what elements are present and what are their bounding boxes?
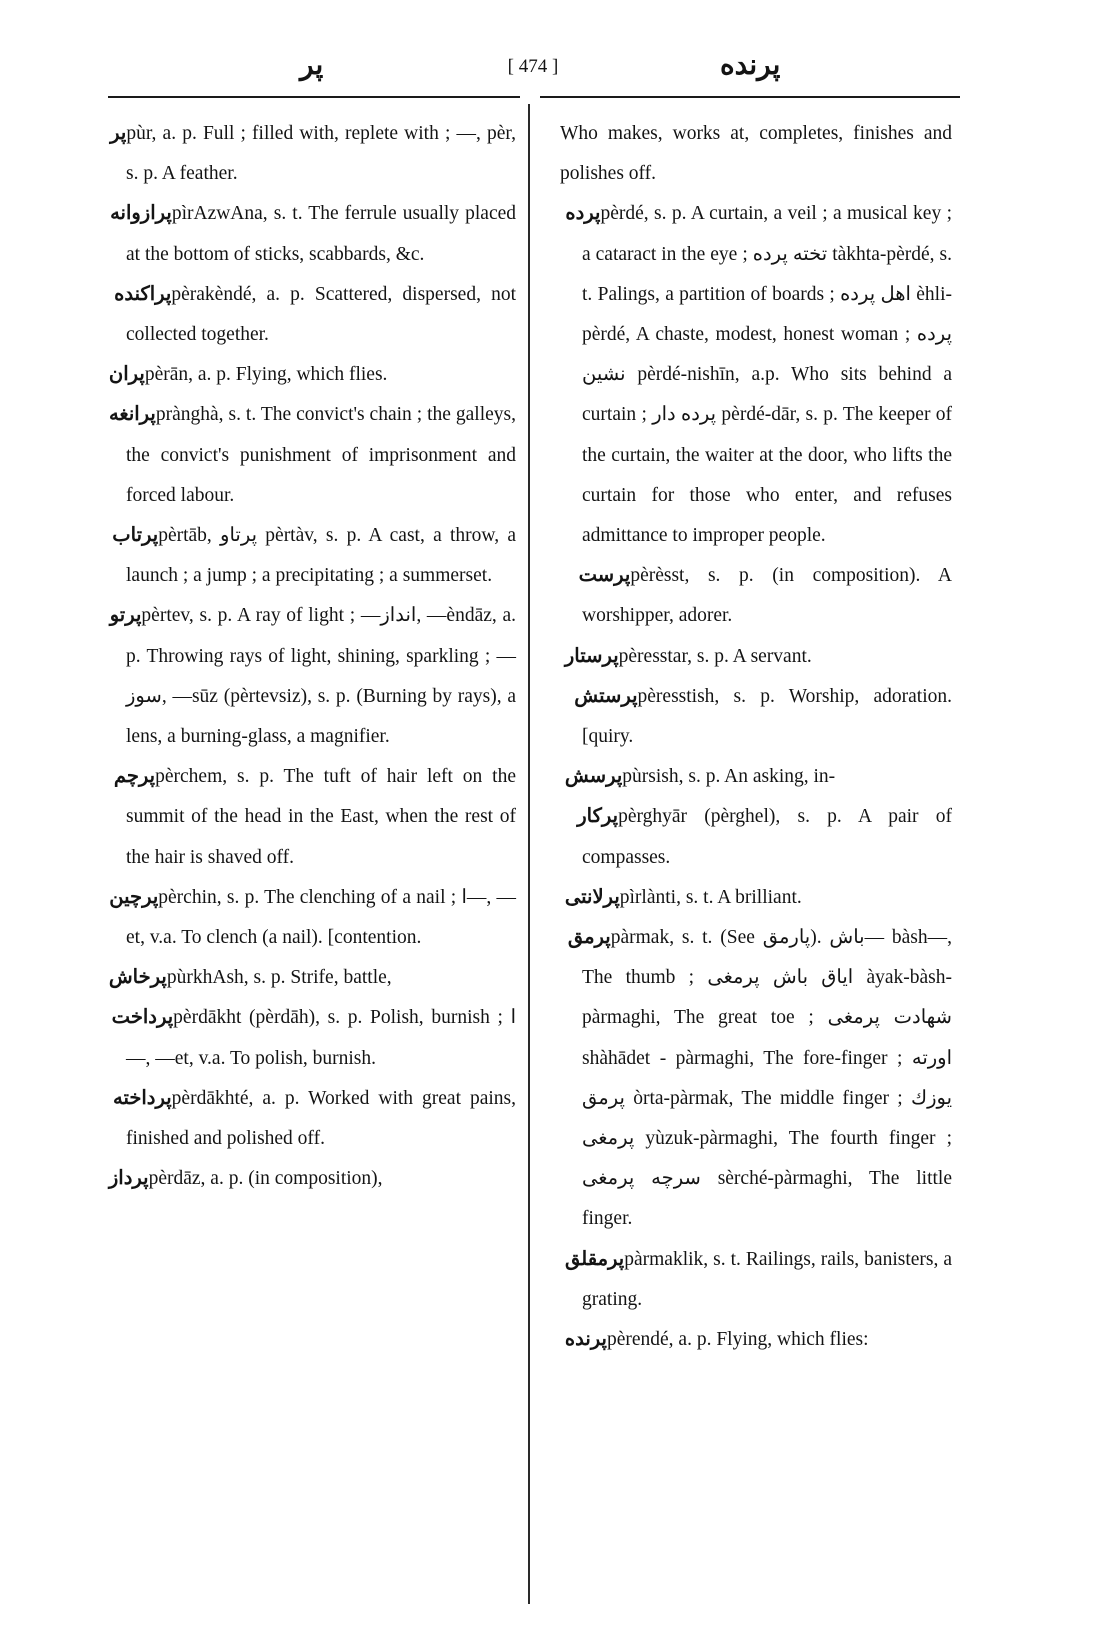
arabic-headword: پرده <box>565 203 601 225</box>
dictionary-entry <box>560 878 952 918</box>
arabic-headword: پرتاب <box>112 525 159 547</box>
dictionary-entry <box>104 114 516 194</box>
arabic-headword: پرمق <box>567 927 611 949</box>
dictionary-entry <box>560 1320 952 1360</box>
entry-text: pèresstar, s. p. A servant. <box>618 645 812 667</box>
left-column <box>104 114 516 1199</box>
arabic-headword: پرخاش <box>108 967 167 989</box>
entry-text: pàrmak, s. t. (See پارمق). باش— bàsh—, The thumb ; اياق باش پرمغى àyak-bàsh-pàrmaghi, The great toe ; شهادت پرمغى shàhādet - pàrmaghi, The fore-finger ; اورته پرمق òrta-pàrmak, The middle finger ; يوزك پرمغى yùzuk-pàrmaghi, The fourth finger ; سرچه پرمغى sèrché-pàrmaghi, The little finger. <box>582 927 953 1230</box>
arabic-headword: پرنده <box>564 1329 607 1351</box>
column-divider <box>528 104 530 1604</box>
entry-text: pùrsish, s. p. An asking, in- <box>622 766 836 788</box>
arabic-headword: پرچين <box>109 886 159 908</box>
arabic-headword: پرمقلق <box>565 1248 625 1270</box>
entry-text: pùrkhAsh, s. p. Strife, battle, <box>166 967 392 989</box>
right-column <box>560 114 952 1360</box>
arabic-headword: پرلانتى <box>564 886 620 908</box>
arabic-headword: پرداخته <box>112 1087 172 1109</box>
arabic-headword: پرسش <box>564 766 623 788</box>
header-rule-right <box>540 96 960 98</box>
dictionary-entry <box>560 797 952 877</box>
entry-text: prànghà, s. t. The convict's chain ; the galleys, the convict's punishment of imprisonment and forced labour. <box>126 404 517 506</box>
dictionary-entry <box>560 677 952 757</box>
header-left-word: پر <box>300 50 324 81</box>
entry-text: pèresstish, s. p. Worship, adoration. [quiry. <box>582 685 953 748</box>
dictionary-entry <box>104 395 516 516</box>
entry-text: pùr, a. p. Full ; filled with, replete with ; —, pèr, s. p. A feather. <box>126 123 517 185</box>
dictionary-entry <box>104 958 516 998</box>
arabic-headword: پرداخت <box>111 1007 174 1029</box>
header-rule-left <box>108 96 520 98</box>
dictionary-entry <box>104 757 516 878</box>
dictionary-entry <box>104 1079 516 1159</box>
arabic-headword: پر <box>110 123 127 144</box>
header-right-word: پرندە <box>720 50 781 81</box>
dictionary-entry <box>104 596 516 757</box>
entry-text: pèrghyār (pèrghel), s. p. A pair of compasses. <box>582 806 953 868</box>
continued-entry-text: Who makes, works at, completes, finishes and polishes off. <box>560 123 952 185</box>
dictionary-entry <box>560 194 952 556</box>
arabic-headword: پرداز <box>108 1168 149 1190</box>
entry-text: pèrdākhté, a. p. Worked with great pains, finished and polished off. <box>126 1087 516 1150</box>
entry-text: pèrendé, a. p. Flying, which flies: <box>606 1329 869 1351</box>
dictionary-entry <box>104 194 516 274</box>
arabic-headword: پرتو <box>109 605 142 627</box>
entry-text: pèrtev, s. p. A ray of light ; —انداز, —èndāz, a. p. Throwing rays of light, shining, sparkling ; —سوز, —sūz (pèrtevsiz), s. p. (Burning by rays), a lens, a burning-glass, a magnifier. <box>126 605 517 748</box>
entry-text: pèrèsst, s. p. (in composition). A worshipper, adorer. <box>582 565 952 627</box>
arabic-headword: پرست <box>578 565 631 587</box>
arabic-headword: پراكنده <box>114 283 172 305</box>
arabic-headword: پران <box>108 364 145 386</box>
dictionary-entry <box>104 1159 516 1199</box>
arabic-headword: پرچم <box>113 766 156 788</box>
arabic-headword: پرانغه <box>108 404 156 426</box>
arabic-headword: پركار <box>577 806 619 828</box>
entry-text: pèrān, a. p. Flying, which flies. <box>144 364 388 386</box>
entry-text: pàrmaklik, s. t. Railings, rails, banisters, a grating. <box>582 1248 952 1310</box>
entry-text: pèrakèndé, a. p. Scattered, dispersed, not collected together. <box>126 283 516 346</box>
entry-text: pìrAzwAna, s. t. The ferrule usually placed at the bottom of sticks, scabbards, &c. <box>126 203 517 265</box>
dictionary-entry <box>104 878 516 958</box>
entry-text: pèrchem, s. p. The tuft of hair left on the summit of the head in the East, when the rest of the hair is shaved off. <box>126 766 516 868</box>
dictionary-entry <box>104 275 516 355</box>
dictionary-entry <box>560 757 952 797</box>
arabic-headword: پرستار <box>564 645 619 667</box>
entry-text: pèrchin, s. p. The clenching of a nail ; ا—, —et, v.a. To clench (a nail). [contention. <box>126 886 517 949</box>
dictionary-entry <box>560 1240 952 1320</box>
arabic-headword: پرستش <box>574 685 638 707</box>
dictionary-entry <box>104 516 516 596</box>
entry-text: pèrdāz, a. p. (in composition), <box>148 1168 383 1190</box>
entry-text: pèrtāb, پرتاو pèrtàv, s. p. A cast, a throw, a launch ; a jump ; a precipitating ; a summerset. <box>126 525 517 587</box>
dictionary-entry <box>560 556 952 636</box>
dictionary-entry <box>560 918 952 1240</box>
entry-text: pèrdākht (pèrdāh), s. p. Polish, burnish ; ا—, —et, v.a. To polish, burnish. <box>126 1007 517 1069</box>
dictionary-entry <box>104 998 516 1078</box>
entry-text: pìrlànti, s. t. A brilliant. <box>619 886 802 908</box>
dictionary-entry <box>560 637 952 677</box>
dictionary-entry <box>104 355 516 395</box>
entry-text: pèrdé, s. p. A curtain, a veil ; a musical key ; a cataract in the eye ; تخته پرده tàkhta-pèrdé, s. t. Palings, a partition of boards ; اهل پرده èhli-pèrdé, A chaste, modest, honest woman ; پرده نشين pèrdé-nishīn, a.p. Who sits behind a curtain ; پرده دار pèrdé-dār, s. p. The keeper of the curtain, the waiter at the door, who lifts the curtain for those who enter, and refuses admittance to improper people. <box>582 203 953 547</box>
page-number: [ 474 ] <box>507 56 559 77</box>
arabic-headword: پرازوانه <box>110 203 172 225</box>
